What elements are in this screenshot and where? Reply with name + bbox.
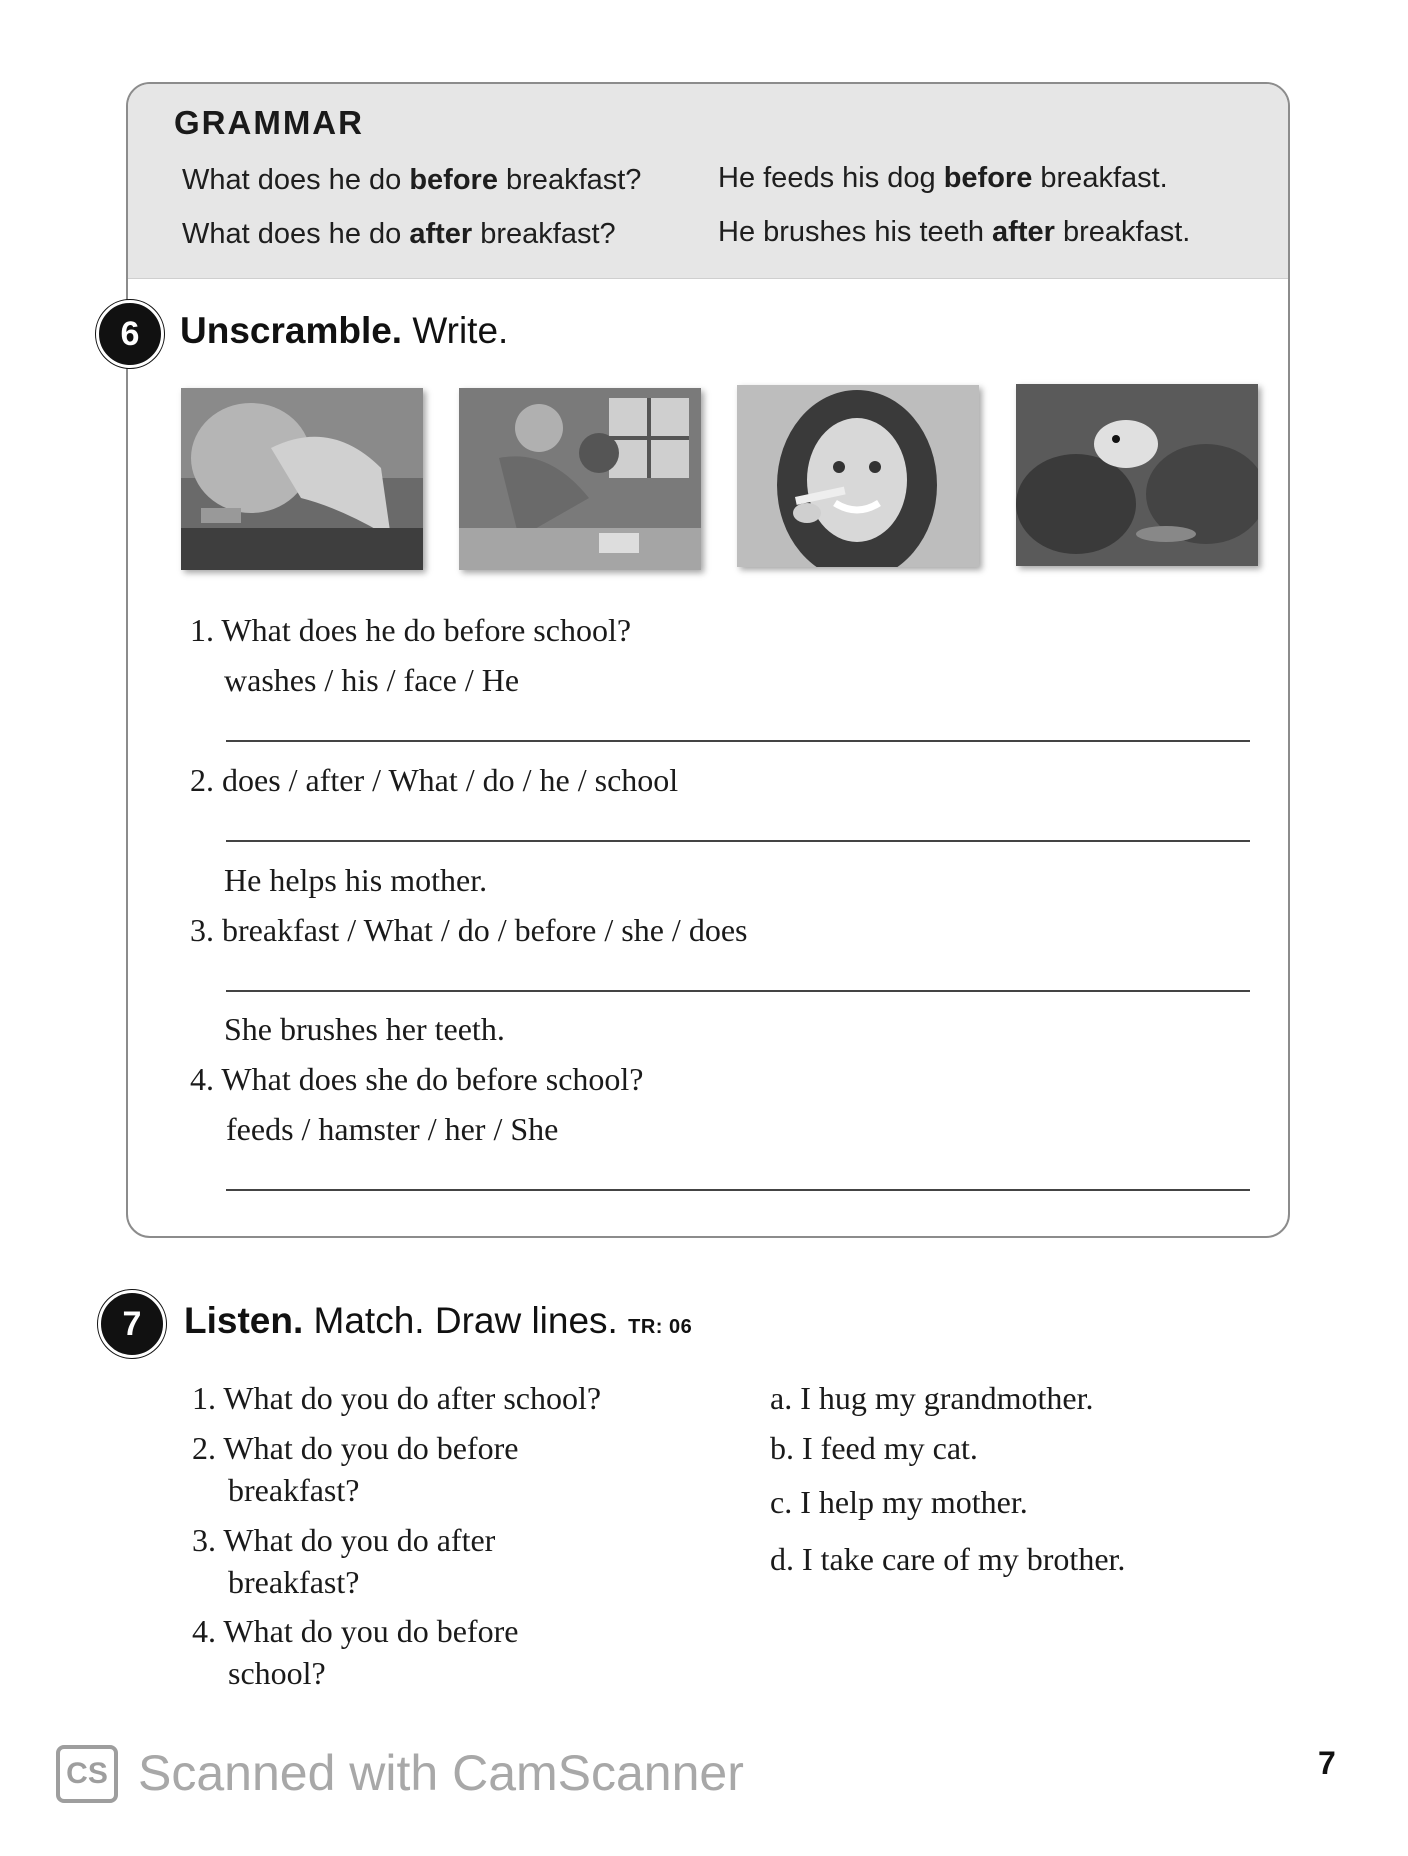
- ex6-item-3: 3. breakfast / What / do / before / she / does: [190, 912, 748, 948]
- page-number: 7: [1318, 1745, 1336, 1781]
- ex7-answer-b[interactable]: b. I feed my cat.: [770, 1430, 978, 1466]
- photo-brushing-teeth-image: [737, 385, 979, 567]
- ex7-question-2-cont: breakfast?: [228, 1472, 360, 1508]
- ex6-answer-line-4[interactable]: [226, 1189, 1250, 1191]
- photo-helping-mother-image: [459, 388, 701, 570]
- ex6-item-2: 2. does / after / What / do / he / school: [190, 762, 679, 798]
- exercise-6-heading: Unscramble. Write.: [180, 310, 509, 351]
- ex7-answer-d[interactable]: d. I take care of my brother.: [770, 1541, 1126, 1577]
- ex6-answer-line-1[interactable]: [226, 740, 1250, 742]
- ex7-question-1: 1. What do you do after school?: [192, 1380, 602, 1416]
- grammar-answer-2: He brushes his teeth after breakfast.: [718, 216, 1191, 248]
- photo-washing-face: [181, 388, 423, 570]
- camscanner-logo-icon: CS: [56, 1745, 118, 1803]
- exercise-6-number: 6: [96, 300, 164, 368]
- photo-brushing-teeth: [737, 385, 979, 567]
- ex6-answer-line-3[interactable]: [226, 990, 1250, 992]
- ex6-item-1: 1. What does he do before school?: [190, 612, 632, 648]
- exercise-7-number: 7: [98, 1290, 166, 1358]
- ex7-question-4-cont: school?: [228, 1655, 326, 1691]
- ex6-answer-line-2[interactable]: [226, 840, 1250, 842]
- ex7-question-2: 2. What do you do before: [192, 1430, 519, 1466]
- ex6-item-4: 4. What does she do before school?: [190, 1061, 644, 1097]
- ex7-answer-a[interactable]: a. I hug my grandmother.: [770, 1380, 1094, 1416]
- track-label: TR: 06: [628, 1316, 693, 1338]
- ex6-item-2-answer: He helps his mother.: [224, 862, 488, 898]
- grammar-question-1: What does he do before breakfast?: [182, 164, 642, 196]
- grammar-title: GRAMMAR: [174, 104, 364, 141]
- ex6-item-3-answer: She brushes her teeth.: [224, 1011, 505, 1047]
- ex7-question-3: 3. What do you do after: [192, 1522, 496, 1558]
- ex7-answer-c[interactable]: c. I help my mother.: [770, 1484, 1028, 1520]
- ex7-question-3-cont: breakfast?: [228, 1564, 360, 1600]
- photo-hamster: [1016, 384, 1258, 566]
- grammar-question-2: What does he do after breakfast?: [182, 218, 616, 250]
- photo-washing-face-image: [181, 388, 423, 570]
- scanner-watermark: Scanned with CamScanner: [138, 1745, 744, 1801]
- grammar-answer-1: He feeds his dog before breakfast.: [718, 162, 1168, 194]
- photo-helping-mother: [459, 388, 701, 570]
- ex7-question-4: 4. What do you do before: [192, 1613, 519, 1649]
- ex6-item-1-scramble: washes / his / face / He: [224, 662, 520, 698]
- exercise-7-heading: Listen. Match. Draw lines. TR: 06: [184, 1300, 693, 1341]
- photo-hamster-image: [1016, 384, 1258, 566]
- grammar-box: [128, 84, 1288, 279]
- ex6-item-4-scramble: feeds / hamster / her / She: [226, 1111, 559, 1147]
